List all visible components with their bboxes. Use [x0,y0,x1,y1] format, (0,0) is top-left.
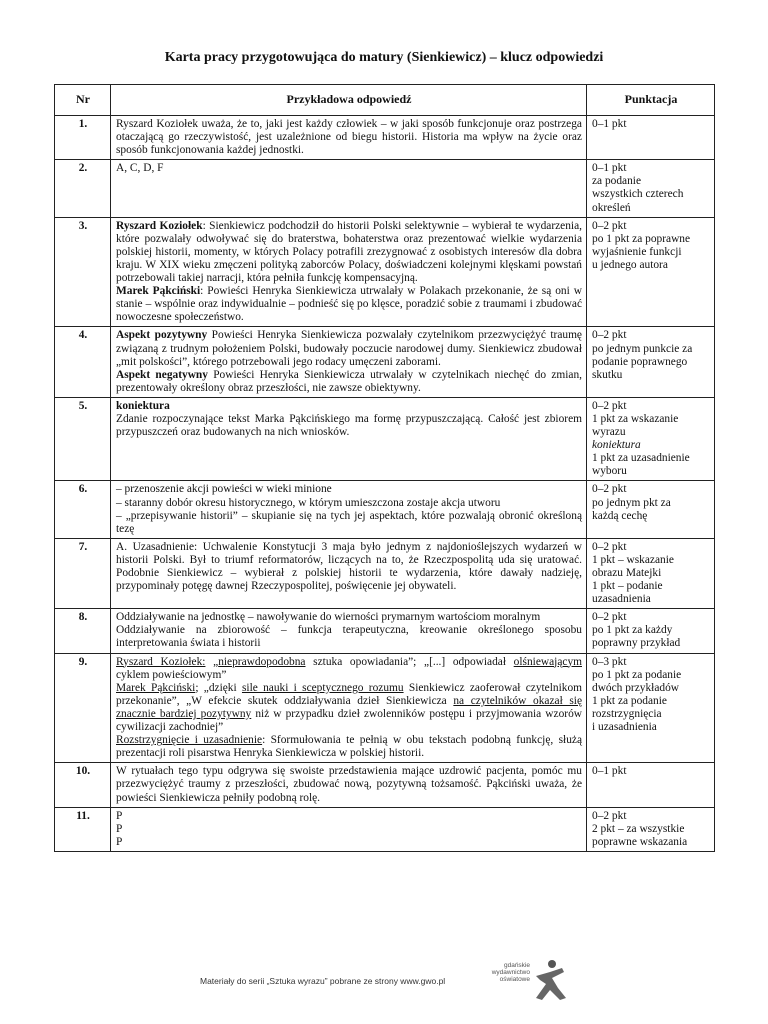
answer-keyword: Aspekt pozytywny [116,329,208,342]
answer-cell [111,653,587,763]
answer-paragraph [116,285,582,324]
answer-line: Oddziaływanie na zbiorowość – funkcja terapeutyczna, kreowanie określonego sposobu interpretowania świata i historii [116,624,582,650]
row-number: 4. [55,327,111,397]
points-line: wszystkich czterech [592,188,684,201]
answer-cell [111,217,587,327]
points-line: określeń [592,201,631,214]
underlined-quote: sile nauki i sceptycznego rozumu [241,681,404,694]
points-cell [587,481,715,538]
row-number: 2. [55,160,111,217]
logo-line: oświatowe [499,976,530,983]
points-line: dwóch przykładów [592,681,679,694]
publisher-logo [490,958,570,1004]
row-number: 5. [55,397,111,481]
points-line: 0–2 pkt [592,483,627,496]
answer-text: sztuka opowiadania”; „[...] odpowiadał [305,655,514,668]
points-cell [587,807,715,851]
answer-cell [111,763,587,807]
page-title: Karta pracy przygotowująca do matury (Sienkiewicz) – klucz odpowiedzi [164,50,604,65]
points-line: 0–2 pkt [592,809,627,822]
points-line: poprawny przykład [592,637,681,650]
points-line: 0–2 pkt [592,611,627,624]
answer-text: : Sformułowania te pełnią w obu tekstach podobną funkcję, służą prezentacji roli pisarstwa Henryka Sienkiewicza w polskiej historii. [116,734,582,760]
table-header-row [55,85,715,116]
points-line: wyjaśnienie funkcji [592,245,682,258]
points-line: po jednym punkcie za [592,342,693,355]
header-answer: Przykładowa odpowiedź [111,85,587,116]
points-line: 1 pkt – wskazanie [592,553,674,566]
answer-line: P [116,822,123,835]
points-line: u jednego autora [592,258,668,271]
answer-cell [111,609,587,653]
answer-line: Ryszard Koziołek uważa, że to, jaki jest każdy człowiek – w jaki sposób funkcjonuje oraz postrzega otaczającą go rzeczywistość, jest uzależnione od biegu historii. Historia ma wpływ na życie oraz sposób funkcjonowania każdej jednostki. [116,118,582,157]
answer-line: A. Uzasadnienie: Uchwalenie Konstytucji 3 maja było jednym z najdonioślejszych wydarzeń w historii Polski. Był to triumf reformatorów, liczących na to, że Rzeczpospolitą uda się uratować. Podobnie Sienkiewicz – wybierał z polskiej historii te wydarzenia, które dawały nadzieję, przypominały potęgę dawnej Rzeczypospolitej, poświęcenie jej obywateli. [116,540,582,593]
answer-text: ; „dzięki [195,681,242,694]
answer-paragraph [116,400,582,413]
row-number: 11. [55,807,111,851]
table-row [55,609,715,653]
points-line: wyboru [592,465,627,478]
table-row [55,807,715,851]
answer-cell [111,481,587,538]
table-row [55,116,715,160]
answer-paragraph [116,220,582,285]
points-line: obrazu Matejki [592,567,662,579]
points-line: 0–2 pkt [592,329,627,342]
row-number: 7. [55,538,111,608]
answer-cell [111,116,587,160]
points-line: 0–2 pkt [592,219,627,232]
answer-text: : Sienkiewicz podchodził do historii Polski selektywnie – wybierał te wydarzenia, które pozwalały odwoływać się do braterstwa, bohaterstwa oraz prezentować wielkie wydarzenia polskiej historii, momenty, w których Polacy potrafili zrezygnować z osobistych interesów dla dobra kraju. W XIX wieku zmęczeni polityką zaborców Polacy, doświadczeni kolejnymi klęskami powstań potrzebowali takiej narracji, która pełniła funkcję kompensacyjną. [116,219,582,285]
answer-line: P [116,809,123,822]
points-line: 0–1 pkt [592,765,627,778]
row-number: 3. [55,217,111,327]
points-cell [587,160,715,217]
logo-line: gdańskie [503,962,530,969]
footer-note: Materiały do serii „Sztuka wyrazu” pobrane ze strony www.gwo.pl [200,976,446,986]
underlined-quote: Rozstrzygnięcie i uzasadnienie [116,734,263,747]
points-line: 0–1 pkt [592,162,627,175]
points-line: po 1 pkt za podanie [592,668,682,681]
table-row [55,217,715,327]
answer-text: „ [205,655,219,668]
row-number: 8. [55,609,111,653]
logo-text [490,962,530,983]
row-number: 1. [55,116,111,160]
answer-line: – „przepisywanie historii” – skupianie się na tych jej aspektach, które pozwalają obronić określoną tezę [116,509,582,535]
answer-text: Zdanie rozpoczynające tekst Marka Pąkcińskiego ma formę przypuszczającą. Całość jest zbiorem przypuszczeń oraz budowanych na nich wniosków. [116,412,582,439]
points-cell [587,217,715,327]
header-nr: Nr [55,85,111,116]
logo-line: wydawnictwo [491,969,530,976]
points-line: wyrazu [592,426,626,439]
points-line: 1 pkt za uzasadnienie [592,452,690,465]
points-cell [587,538,715,608]
points-line: za podanie [592,175,642,188]
table-row [55,653,715,763]
answer-cell [111,327,587,397]
points-line: skutku [592,368,623,381]
points-line: i uzasadnienia [592,721,657,734]
table-row [55,327,715,397]
row-number: 9. [55,653,111,763]
points-line: koniektura [592,439,641,452]
points-line: po 1 pkt za poprawne [592,232,691,245]
points-line: poprawne wskazania [592,835,688,848]
answer-paragraph [116,413,582,439]
underlined-quote: olśniewającym [513,655,582,668]
answer-cell [111,807,587,851]
answer-text: niż w przypadku dzieł zwolenników postępu i przyjmowania wzorów cywilizacji zachodniej” [116,707,582,734]
answer-cell [111,160,587,217]
points-line: 2 pkt – za wszystkie [592,822,685,835]
answer-line: W rytuałach tego typu odgrywa się swoiste przedstawienia mające uzdrowić pacjenta, pomóc mu przezwyciężyć traumy z przeszłości, zbudować nową, pozytywną tożsamość. Pąkciński uważa, że powieści Sienkiewicza pełniły podobną rolę. [116,765,582,804]
answer-text: Sienkiewicz zaoferował czytelnikom przekonanie”, „W efekcie skutek oddziaływania dzieł Sienkiewicza [116,681,583,707]
answer-text: : Powieści Henryka Sienkiewicza utrwalały w Polakach przekonanie, że są oni w stanie – wspólnie oraz indywidualnie – podnieść się po klęsce, poradzić sobie z traumami i zbudować nowoczesne społeczeństwo. [116,285,582,324]
answer-key-table [54,84,715,852]
answer-line: – staranny dobór okresu historycznego, w którym umieszczona zostaje akcja utworu [116,496,501,509]
points-line: uzasadnienia [592,593,651,606]
points-line: 0–1 pkt [592,118,627,130]
points-line: podanie poprawnego [592,355,688,368]
points-line: 1 pkt za wskazanie [592,412,679,425]
answer-line: – przenoszenie akcji powieści w wieki minione [116,483,332,496]
table-row [55,397,715,481]
points-line: 0–3 pkt [592,655,627,668]
answer-keyword: koniektura [116,399,170,412]
points-cell [587,609,715,653]
row-number: 10. [55,763,111,807]
points-cell [587,116,715,160]
answer-text: Powieści Henryka Sienkiewicza utrwalały w czytelnikach niechęć do zmian, prezentowały określony obraz przeszłości, nie zawsze obiektywny. [116,368,582,394]
answer-line: P [116,835,123,848]
answer-paragraph [116,329,582,368]
points-line: po jednym pkt za [592,496,671,509]
points-line: 0–2 pkt [592,540,627,553]
table-row [55,160,715,217]
answer-line: A, C, D, F [116,162,164,175]
answer-keyword: Marek Pąkciński [116,285,201,298]
answer-text: cyklem powieściowym” [116,668,227,681]
answer-cell [111,538,587,608]
answer-keyword: Ryszard Koziołek [116,219,203,232]
figure-icon [532,958,568,1004]
header-points: Punktacja [587,85,715,116]
points-cell [587,653,715,763]
points-cell [587,763,715,807]
answer-line: Oddziaływanie na jednostkę – nawoływanie do wierności prymarnym wartościom moralnym [116,611,541,624]
underlined-quote: Ryszard Koziołek: [116,655,206,668]
table-row [55,763,715,807]
points-line: 0–2 pkt [592,399,627,412]
answer-keyword: Aspekt negatywny [116,368,208,381]
row-number: 6. [55,481,111,538]
underlined-quote: Marek Pąkciński [116,681,196,694]
points-line: 1 pkt – podanie [592,580,663,593]
answer-text: Powieści Henryka Sienkiewicza pozwalały czytelnikom przezwyciężyć traumę związaną z trudnym położeniem Polski, budowały poczucie narodowej dumy. Sienkiewicz zbudował „mit polskości”, którego potrzebowali jego rodacy umęczeni zaborami. [116,329,582,368]
answer-cell [111,397,587,481]
points-cell [587,327,715,397]
underlined-quote: na czytelników okazał się znacznie bardziej pozytywny [116,694,582,720]
points-line: po 1 pkt za każdy [592,624,673,637]
underlined-quote: nieprawdopodobna [218,655,306,668]
table-row [55,481,715,538]
answer-paragraph [116,369,582,395]
points-line: każdą cechę [592,509,648,522]
points-line: rozstrzygnięcia [592,707,662,720]
points-cell [587,397,715,481]
table-row [55,538,715,608]
points-line: 1 pkt za podanie [592,694,667,707]
